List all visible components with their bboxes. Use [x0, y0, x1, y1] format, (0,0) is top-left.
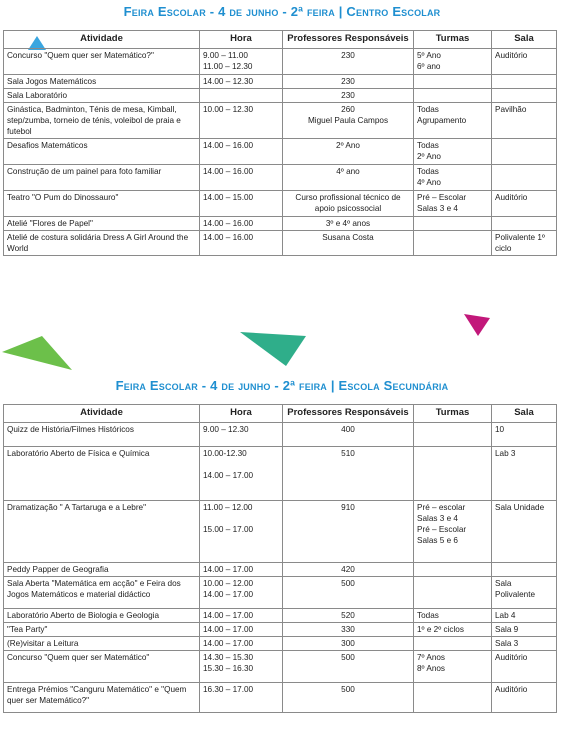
- header-professores: Professores Responsáveis: [283, 405, 414, 423]
- cell-atividade: Laboratório Aberto de Física e Química: [4, 446, 200, 500]
- cell-hora: 14.00 – 17.00: [200, 637, 283, 651]
- table-row: [4, 576, 557, 608]
- green-triangle-icon: [2, 336, 72, 370]
- table-row: [4, 562, 557, 576]
- table-header-row: [4, 31, 557, 49]
- header-turmas: Turmas: [414, 405, 492, 423]
- cell-turmas: Todas 4º Ano: [414, 165, 492, 191]
- cell-hora: 10.00 – 12.00 14.00 – 17.00: [200, 576, 283, 608]
- cell-turmas: Todas Agrupamento: [414, 102, 492, 138]
- centro-escolar-table: [3, 30, 557, 256]
- cell-turmas: [414, 88, 492, 102]
- cell-hora: 16.30 – 17.00: [200, 683, 283, 713]
- table-row: [4, 165, 557, 191]
- cell-atividade: Construção de um painel para foto familiar: [4, 165, 200, 191]
- section2-title: Feira Escolar - 4 de junho - 2ª feira | Escola Secundária: [115, 378, 449, 393]
- cell-professores: 420: [283, 562, 414, 576]
- table-row: [4, 88, 557, 102]
- table-row: [4, 102, 557, 138]
- cell-professores: 400: [283, 422, 414, 446]
- cell-hora: 10.00 – 12.30: [200, 102, 283, 138]
- cell-professores: 3º e 4º anos: [283, 217, 414, 231]
- cell-hora: 11.00 – 12.00 15.00 – 17.00: [200, 500, 283, 562]
- cell-hora: 14.00 – 16.00: [200, 139, 283, 165]
- table-row: [4, 622, 557, 636]
- cell-turmas: [414, 683, 492, 713]
- cell-atividade: Dramatização " A Tartaruga e a Lebre": [4, 500, 200, 562]
- cell-hora: [200, 88, 283, 102]
- cell-turmas: [414, 562, 492, 576]
- header-turmas: Turmas: [414, 31, 492, 49]
- cell-turmas: [414, 422, 492, 446]
- cell-hora: 14.00 – 16.00: [200, 231, 283, 256]
- cell-atividade: Atelié "Flores de Papel": [4, 217, 200, 231]
- cell-atividade: Concurso "Quem quer ser Matemático?": [4, 48, 200, 74]
- cell-hora: 14.00 – 12.30: [200, 74, 283, 88]
- cell-hora: 14.00 – 15.00: [200, 191, 283, 217]
- cell-atividade: "Tea Party": [4, 622, 200, 636]
- cell-atividade: Teatro "O Pum do Dinossauro": [4, 191, 200, 217]
- cell-turmas: Pré – escolar Salas 3 e 4 Pré – Escolar Salas 5 e 6: [414, 500, 492, 562]
- cell-atividade: Desafios Matemáticos: [4, 139, 200, 165]
- cell-professores: 300: [283, 637, 414, 651]
- cell-professores: 500: [283, 651, 414, 683]
- cell-turmas: Todas 2º Ano: [414, 139, 492, 165]
- cell-professores: 4º ano: [283, 165, 414, 191]
- header-sala: Sala: [492, 31, 557, 49]
- cell-sala: Sala Polivalente: [492, 576, 557, 608]
- cell-professores: 520: [283, 608, 414, 622]
- cell-professores: 330: [283, 622, 414, 636]
- table-row: [4, 191, 557, 217]
- cell-turmas: [414, 231, 492, 256]
- header-hora: Hora: [200, 31, 283, 49]
- cell-atividade: Quizz de História/Filmes Históricos: [4, 422, 200, 446]
- table-row: [4, 231, 557, 256]
- header-hora: Hora: [200, 405, 283, 423]
- cell-turmas: [414, 576, 492, 608]
- cell-atividade: Laboratório Aberto de Biologia e Geologia: [4, 608, 200, 622]
- cell-sala: Sala Unidade: [492, 500, 557, 562]
- cell-professores: 510: [283, 446, 414, 500]
- cell-atividade: Sala Laboratório: [4, 88, 200, 102]
- cell-turmas: [414, 637, 492, 651]
- cell-professores: 260 Miguel Paula Campos: [283, 102, 414, 138]
- cell-professores: 500: [283, 683, 414, 713]
- table-row: [4, 74, 557, 88]
- cell-professores: 230: [283, 74, 414, 88]
- cell-sala: [492, 562, 557, 576]
- cell-atividade: Ginástica, Badminton, Ténis de mesa, Kimball, step/zumba, torneio de ténis, voleibol de praia e futebol: [4, 102, 200, 138]
- cell-sala: Auditório: [492, 48, 557, 74]
- table-row: [4, 446, 557, 500]
- table-row: [4, 683, 557, 713]
- cell-sala: Pavilhão: [492, 102, 557, 138]
- cell-sala: Auditório: [492, 683, 557, 713]
- cell-professores: 910: [283, 500, 414, 562]
- cell-sala: [492, 165, 557, 191]
- cell-atividade: Concurso "Quem quer ser Matemático": [4, 651, 200, 683]
- cell-turmas: 5º Ano 6º ano: [414, 48, 492, 74]
- cell-atividade: Atelié de costura solidária Dress A Girl Around the World: [4, 231, 200, 256]
- cell-atividade: Entrega Prémios "Canguru Matemático" e "Quem quer ser Matemático?": [4, 683, 200, 713]
- cell-sala: Lab 4: [492, 608, 557, 622]
- header-atividade: Atividade: [4, 31, 200, 49]
- cell-hora: 9.00 – 11.00 11.00 – 12.30: [200, 48, 283, 74]
- cell-hora: 14.00 – 16.00: [200, 165, 283, 191]
- cell-professores: 2º Ano: [283, 139, 414, 165]
- cell-sala: Lab 3: [492, 446, 557, 500]
- cell-sala: [492, 74, 557, 88]
- cell-professores: Curso profissional técnico de apoio psicossocial: [283, 191, 414, 217]
- cell-professores: Susana Costa: [283, 231, 414, 256]
- cell-hora: 9.00 – 12.30: [200, 422, 283, 446]
- table-row: [4, 139, 557, 165]
- header-professores: Professores Responsáveis: [283, 31, 414, 49]
- cell-hora: 14.00 – 17.00: [200, 608, 283, 622]
- cell-sala: Auditório: [492, 651, 557, 683]
- cell-sala: Polivalente 1º ciclo: [492, 231, 557, 256]
- cell-hora: 14.00 – 16.00: [200, 217, 283, 231]
- cell-professores: 230: [283, 48, 414, 74]
- cell-sala: Sala 9: [492, 622, 557, 636]
- cell-turmas: [414, 74, 492, 88]
- table-row: [4, 608, 557, 622]
- cell-turmas: 1º e 2º ciclos: [414, 622, 492, 636]
- table-row: [4, 500, 557, 562]
- cell-hora: 14.00 – 17.00: [200, 622, 283, 636]
- cell-hora: 14.00 – 17.00: [200, 562, 283, 576]
- cell-sala: [492, 217, 557, 231]
- teal-triangle-icon: [240, 332, 306, 366]
- cell-turmas: [414, 446, 492, 500]
- section1-title: Feira Escolar - 4 de junho - 2ª feira | Centro Escolar: [123, 4, 441, 19]
- cell-sala: 10: [492, 422, 557, 446]
- cell-hora: 14.30 – 15.30 15.30 – 16.30: [200, 651, 283, 683]
- cell-turmas: 7º Anos 8º Anos: [414, 651, 492, 683]
- cell-atividade: Sala Aberta "Matemática em acção" e Feira dos Jogos Matemáticos e material didáctico: [4, 576, 200, 608]
- cell-turmas: Pré – Escolar Salas 3 e 4: [414, 191, 492, 217]
- table-row: [4, 48, 557, 74]
- cell-atividade: Sala Jogos Matemáticos: [4, 74, 200, 88]
- cell-sala: [492, 139, 557, 165]
- cell-atividade: Peddy Papper de Geografia: [4, 562, 200, 576]
- cell-sala: Sala 3: [492, 637, 557, 651]
- header-atividade: Atividade: [4, 405, 200, 423]
- cell-sala: [492, 88, 557, 102]
- table-row: [4, 217, 557, 231]
- table-header-row: [4, 405, 557, 423]
- header-sala: Sala: [492, 405, 557, 423]
- cell-turmas: Todas: [414, 608, 492, 622]
- table-row: [4, 651, 557, 683]
- cell-atividade: (Re)visitar a Leitura: [4, 637, 200, 651]
- table-row: [4, 422, 557, 446]
- table-row: [4, 637, 557, 651]
- cell-professores: 230: [283, 88, 414, 102]
- cell-sala: Auditório: [492, 191, 557, 217]
- cell-hora: 10.00-12.30 14.00 – 17.00: [200, 446, 283, 500]
- magenta-triangle-icon: [464, 314, 490, 336]
- cell-professores: 500: [283, 576, 414, 608]
- cell-turmas: [414, 217, 492, 231]
- escola-secundaria-table: [3, 404, 557, 713]
